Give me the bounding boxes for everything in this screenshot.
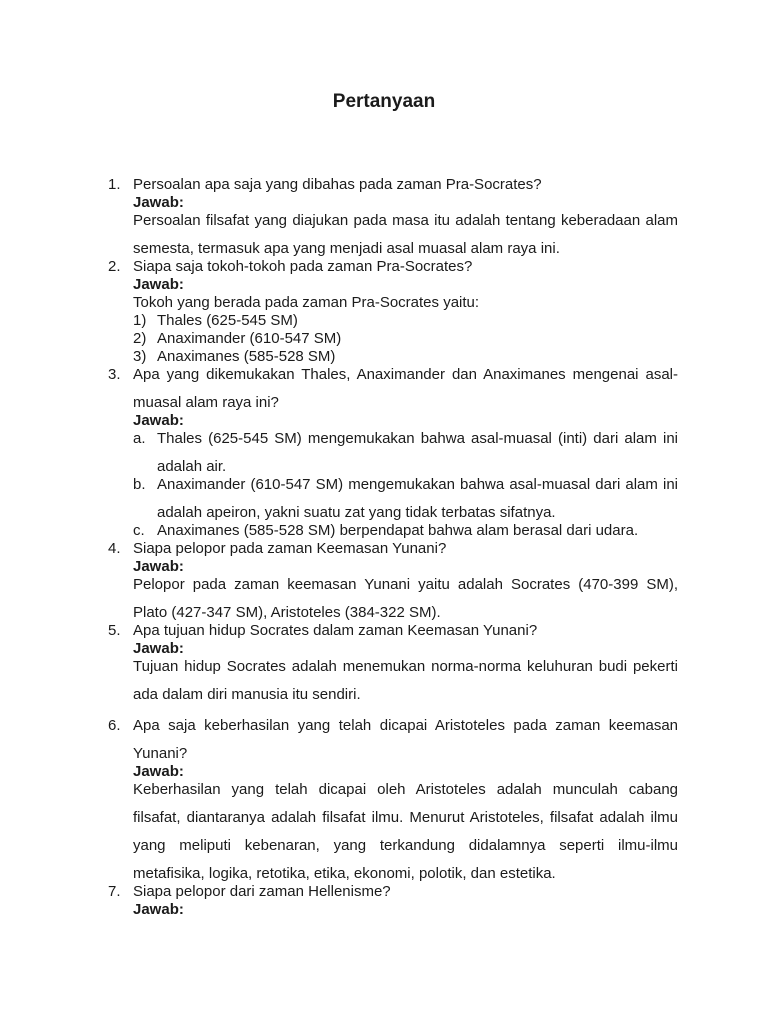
item-2-question-text: Siapa saja tokoh-tokoh pada zaman Pra-Socrates? — [133, 258, 473, 275]
item-3-sub-b-line-2 — [108, 504, 678, 522]
item-4-answer-label-row — [108, 558, 678, 576]
item-4-answer-text-2: Plato (427-347 SM), Aristoteles (384-322 SM). — [133, 604, 441, 621]
item-2-sub-3-marker: 3) — [133, 348, 147, 365]
item-3-answer-label: Jawab: — [133, 412, 184, 429]
document-title: Pertanyaan — [332, 91, 436, 112]
item-2-sub-3 — [108, 348, 678, 366]
item-2-number: 2. — [108, 258, 121, 275]
item-7-question — [108, 883, 678, 901]
item-3-sub-a-text-1: Thales (625-545 SM) mengemukakan bahwa asal-muasal (inti) dari alam ini — [157, 430, 678, 447]
item-6-question-line-2 — [108, 745, 678, 763]
item-4-answer-line-1 — [108, 576, 678, 594]
item-1-question — [108, 176, 678, 194]
item-2-sub-3-text: Anaximanes (585-528 SM) — [157, 348, 336, 365]
item-2-sub-2 — [108, 330, 678, 348]
item-3-sub-c-line-1 — [108, 522, 678, 540]
item-2-sub-2-text: Anaximander (610-547 SM) — [157, 330, 342, 347]
item-2-answer-label-row — [108, 276, 678, 294]
item-2-question — [108, 258, 678, 276]
item-6-answer-label: Jawab: — [133, 763, 184, 780]
item-1-answer-line-1 — [108, 212, 678, 230]
item-4-number: 4. — [108, 540, 121, 557]
item-2-sub-2-marker: 2) — [133, 330, 147, 347]
item-6-answer-text-1: Keberhasilan yang telah dicapai oleh Aristoteles adalah munculah cabang — [133, 781, 678, 798]
item-3-sub-a-line-2 — [108, 458, 678, 476]
item-1-answer-text-1: Persoalan filsafat yang diajukan pada masa itu adalah tentang keberadaan alam — [133, 212, 678, 229]
item-6-answer-line-2 — [108, 809, 678, 827]
item-7-question-text: Siapa pelopor dari zaman Hellenisme? — [133, 883, 391, 900]
item-7-number: 7. — [108, 883, 121, 900]
item-7-answer-label: Jawab: — [133, 901, 184, 918]
item-2-sub-1 — [108, 312, 678, 330]
item-3-sub-b-text-1: Anaximander (610-547 SM) mengemukakan bahwa asal-muasal dari alam ini — [157, 476, 678, 493]
item-3-sub-a-marker: a. — [133, 430, 146, 447]
item-5-answer-text-2: ada dalam diri manusia itu sendiri. — [133, 686, 361, 703]
item-3-question — [108, 366, 678, 384]
item-1-answer-line-2 — [108, 240, 678, 258]
item-6-question-text-2: Yunani? — [133, 745, 188, 762]
item-3-sub-a-line-1 — [108, 430, 678, 448]
item-2-answer-line-1 — [108, 294, 678, 312]
item-5-answer-line-2 — [108, 686, 678, 704]
item-5-answer-line-1 — [108, 658, 678, 676]
item-3-question-line-2 — [108, 394, 678, 412]
item-2-sub-1-text: Thales (625-545 SM) — [157, 312, 298, 329]
item-6-number: 6. — [108, 717, 121, 734]
item-6-answer-text-3: yang meliputi kebenaran, yang terkandung didalamnya seperti ilmu-ilmu — [133, 837, 678, 854]
item-1-question-text: Persoalan apa saja yang dibahas pada zaman Pra-Socrates? — [133, 176, 542, 193]
item-5-answer-label: Jawab: — [133, 640, 184, 657]
item-1-number: 1. — [108, 176, 121, 193]
item-3-sub-b-marker: b. — [133, 476, 146, 493]
item-6-answer-label-row — [108, 763, 678, 781]
item-5-question-text: Apa tujuan hidup Socrates dalam zaman Keemasan Yunani? — [133, 622, 538, 639]
item-6-answer-line-1 — [108, 781, 678, 799]
item-2-sub-1-marker: 1) — [133, 312, 147, 329]
item-6-answer-text-4: metafisika, logika, retotika, etika, ekonomi, polotik, dan estetika. — [133, 865, 556, 882]
item-5-answer-label-row — [108, 640, 678, 658]
item-7-answer-label-row — [108, 901, 678, 919]
item-5-question — [108, 622, 678, 640]
item-3-answer-label-row — [108, 412, 678, 430]
item-3-question-text-2: muasal alam raya ini? — [133, 394, 279, 411]
item-2-answer-label: Jawab: — [133, 276, 184, 293]
item-3-sub-c-marker: c. — [133, 522, 145, 539]
item-1-answer-label: Jawab: — [133, 194, 184, 211]
item-1-answer-label-row — [108, 194, 678, 212]
item-3-sub-b-text-2: adalah apeiron, yakni suatu zat yang tidak terbatas sifatnya. — [157, 504, 556, 521]
item-2-answer-text-1: Tokoh yang berada pada zaman Pra-Socrates yaitu: — [133, 294, 480, 311]
item-4-answer-line-2 — [108, 604, 678, 622]
item-4-question — [108, 540, 678, 558]
qa-list — [108, 176, 678, 919]
item-3-number: 3. — [108, 366, 121, 383]
item-3-sub-b-line-1 — [108, 476, 678, 494]
item-4-question-text: Siapa pelopor pada zaman Keemasan Yunani? — [133, 540, 447, 557]
item-5-answer-text-1: Tujuan hidup Socrates adalah menemukan norma-norma keluhuran budi pekerti — [133, 658, 678, 675]
item-3-question-text-1: Apa yang dikemukakan Thales, Anaximander dan Anaximanes mengenai asal- — [133, 366, 678, 383]
item-6-answer-line-3 — [108, 837, 678, 855]
item-3-sub-c-text-1: Anaximanes (585-528 SM) berpendapat bahwa alam berasal dari udara. — [157, 522, 639, 539]
item-4-answer-text-1: Pelopor pada zaman keemasan Yunani yaitu adalah Socrates (470-399 SM), — [133, 576, 678, 593]
item-6-answer-line-4 — [108, 865, 678, 883]
item-5-number: 5. — [108, 622, 121, 639]
item-3-sub-a-text-2: adalah air. — [157, 458, 227, 475]
item-4-answer-label: Jawab: — [133, 558, 184, 575]
item-6-answer-text-2: filsafat, diantaranya adalah filsafat ilmu. Menurut Aristoteles, filsafat adalah ilmu — [133, 809, 678, 826]
item-1-answer-text-2: semesta, termasuk apa yang menjadi asal muasal alam raya ini. — [133, 240, 560, 257]
item-6-question — [108, 717, 678, 735]
item-6-question-text-1: Apa saja keberhasilan yang telah dicapai Aristoteles pada zaman keemasan — [133, 717, 678, 734]
